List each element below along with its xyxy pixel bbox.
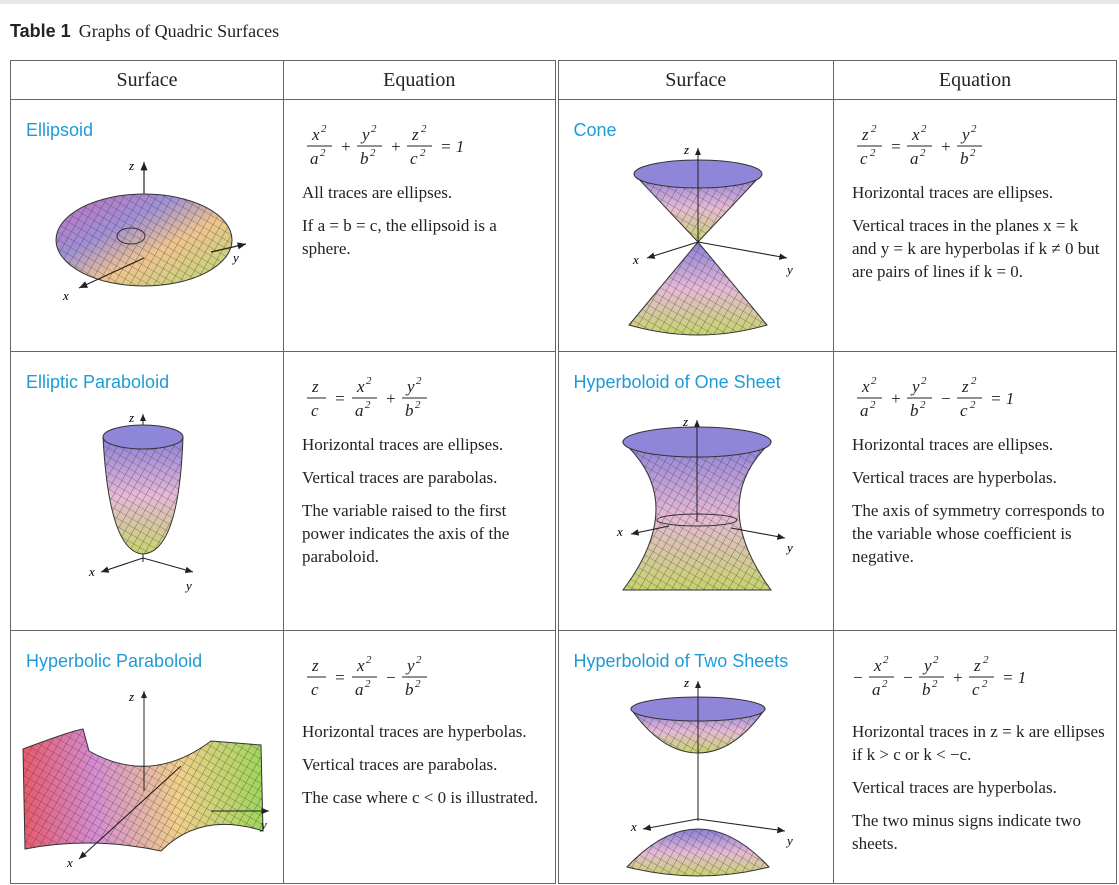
equation [302,118,545,172]
axis-label-z: z [129,158,135,173]
svg-text:−: − [940,389,952,408]
svg-text:2: 2 [920,399,926,411]
table-title: Graphs of Quadric Surfaces [78,21,280,41]
svg-text:x: x [616,524,623,539]
svg-text:= 1: = 1 [440,137,465,156]
svg-text:2: 2 [421,123,427,135]
note: Horizontal traces are hyperbolas. [302,722,527,741]
svg-text:y: y [407,656,415,675]
equation-cell [284,100,557,352]
svg-text:y: y [912,377,920,396]
svg-text:z: z [682,414,688,429]
axis-label-y: y [233,250,239,265]
svg-text:c: c [860,149,868,168]
table-label: Table 1 [10,21,71,41]
svg-text:2: 2 [370,147,376,159]
svg-text:+: + [390,137,402,156]
svg-text:+: + [952,668,964,687]
svg-text:2: 2 [415,399,421,411]
note: Horizontal traces are ellipses. [852,183,1054,202]
svg-text:2: 2 [970,147,976,159]
equation-cell [284,631,557,884]
note: All traces are ellipses. [302,183,453,202]
svg-text:c: c [410,149,418,168]
svg-text:b: b [405,401,414,420]
svg-text:y: y [786,540,793,555]
table-row [11,352,1117,631]
svg-text:2: 2 [365,399,371,411]
svg-text:a: a [355,401,364,420]
svg-text:2: 2 [921,375,927,387]
surface-name: Ellipsoid [26,120,94,140]
svg-text:−: − [385,668,397,687]
note: If a = b = c, the ellipsoid is a sphere. [302,215,497,258]
svg-text:c: c [960,401,968,420]
hyperboloid-one-sheet-figure [559,392,832,622]
svg-text:= 1: = 1 [990,389,1015,408]
svg-text:2: 2 [883,654,889,666]
surface-cell-cone [557,100,834,352]
svg-text:2: 2 [920,147,926,159]
surface-cell-hyperboloid-one-sheet [557,352,834,631]
header-surface: Surface [11,61,284,100]
note: Horizontal traces are ellipses. [852,435,1054,454]
svg-text:z: z [412,125,419,144]
svg-text:2: 2 [416,375,422,387]
table-caption [10,21,279,42]
svg-text:y: y [362,125,370,144]
svg-text:a: a [910,149,919,168]
svg-text:c: c [311,401,319,420]
svg-text:−: − [902,668,914,687]
svg-text:−: − [852,668,864,687]
svg-text:b: b [405,680,414,699]
svg-text:x: x [357,656,365,675]
svg-text:y: y [261,817,267,832]
svg-text:b: b [960,149,969,168]
surface-cell-ellipsoid [11,100,284,352]
header-equation: Equation [834,61,1117,100]
svg-text:c: c [972,680,980,699]
equation-cell [284,352,557,631]
equation-cell [834,631,1117,884]
svg-text:y: y [186,578,192,593]
svg-text:2: 2 [371,123,377,135]
note: Vertical traces are parabolas. [302,467,498,487]
svg-text:2: 2 [871,123,877,135]
surface-name: Hyperboloid of One Sheet [573,372,781,392]
svg-text:2: 2 [932,678,938,690]
svg-text:=: = [890,137,902,156]
equation-cell [834,352,1117,631]
note: The case where c < 0 is illustrated. [302,787,539,807]
equation [852,370,1106,424]
quadric-surfaces-table [10,60,1117,884]
header-equation: Equation [284,61,557,100]
svg-text:x: x [89,564,95,579]
svg-text:2: 2 [971,123,977,135]
svg-text:a: a [355,680,364,699]
svg-text:2: 2 [933,654,939,666]
svg-text:x: x [632,252,639,267]
svg-text:b: b [910,401,919,420]
svg-text:z: z [312,377,319,396]
header-surface: Surface [557,61,834,100]
svg-text:b: b [922,680,931,699]
svg-text:2: 2 [870,399,876,411]
svg-text:2: 2 [416,654,422,666]
svg-text:z: z [129,689,135,704]
svg-text:2: 2 [882,678,888,690]
svg-text:2: 2 [921,123,927,135]
surface-name: Hyperboloid of Two Sheets [573,651,789,671]
surface-cell-hyperbolic-paraboloid [11,631,284,884]
svg-text:z: z [862,125,869,144]
header-row [11,61,1117,100]
svg-text:y: y [962,125,970,144]
svg-text:2: 2 [366,654,372,666]
svg-text:x: x [67,855,73,870]
svg-text:c: c [311,680,319,699]
svg-text:2: 2 [870,147,876,159]
svg-text:z: z [683,142,689,157]
svg-text:x: x [357,377,365,396]
ellipsoid-figure [11,140,284,330]
surface-name: Cone [573,120,617,140]
svg-text:2: 2 [420,147,426,159]
svg-text:x: x [862,377,870,396]
svg-text:= 1: = 1 [1002,668,1027,687]
svg-text:x: x [912,125,920,144]
equation [302,370,545,424]
svg-text:=: = [334,389,346,408]
svg-text:y: y [786,833,793,848]
svg-text:+: + [340,137,352,156]
svg-text:y: y [407,377,415,396]
svg-text:x: x [630,819,637,834]
svg-text:2: 2 [321,123,327,135]
svg-text:2: 2 [970,399,976,411]
note: Vertical traces are hyperbolas. [852,467,1057,487]
svg-text:=: = [334,668,346,687]
hyperbolic-paraboloid-figure [11,671,284,881]
svg-text:2: 2 [871,375,877,387]
surface-cell-elliptic-paraboloid [11,352,284,631]
svg-text:x: x [874,656,882,675]
surface-name: Elliptic Paraboloid [26,372,170,392]
svg-text:+: + [385,389,397,408]
svg-text:y: y [786,262,793,277]
elliptic-paraboloid-figure [11,392,284,622]
svg-text:+: + [890,389,902,408]
note: Vertical traces in the planes x = k and y = k are hyperbolas if k ≠ 0 but are pairs of lines if k = 0. [852,215,1100,281]
equation [302,649,545,703]
svg-text:z: z [974,656,981,675]
svg-text:2: 2 [983,654,989,666]
svg-text:z: z [683,675,689,690]
note: Horizontal traces in z = k are ellipses if k > c or k < −c. [852,722,1105,764]
svg-text:2: 2 [366,375,372,387]
svg-text:z: z [312,656,319,675]
svg-text:2: 2 [320,147,326,159]
equation [852,118,1106,172]
svg-text:z: z [962,377,969,396]
table-row [11,100,1117,352]
note: The two minus signs indicate two sheets. [852,810,1082,853]
top-rule [0,0,1119,4]
hyperboloid-two-sheets-figure [559,671,832,881]
svg-text:z: z [129,410,135,425]
svg-text:2: 2 [365,678,371,690]
svg-text:2: 2 [415,678,421,690]
note: Vertical traces are parabolas. [302,754,498,774]
svg-text:+: + [940,137,952,156]
svg-text:y: y [924,656,932,675]
equation-cell [834,100,1117,352]
svg-text:a: a [872,680,881,699]
note: Horizontal traces are ellipses. [302,435,504,454]
svg-text:b: b [360,149,369,168]
surface-cell-hyperboloid-two-sheets [557,631,834,884]
svg-text:a: a [310,149,319,168]
svg-text:2: 2 [982,678,988,690]
surface-name: Hyperbolic Paraboloid [26,651,203,671]
table-row [11,631,1117,884]
note: Vertical traces are hyperbolas. [852,777,1057,797]
note: The axis of symmetry corresponds to the variable whose coefficient is negative. [852,500,1105,566]
svg-text:x: x [312,125,320,144]
svg-text:2: 2 [971,375,977,387]
note: The variable raised to the first power indicates the axis of the paraboloid. [302,500,510,566]
cone-figure [559,140,832,350]
svg-text:a: a [860,401,869,420]
equation [852,649,1106,703]
axis-label-x: x [63,288,69,303]
